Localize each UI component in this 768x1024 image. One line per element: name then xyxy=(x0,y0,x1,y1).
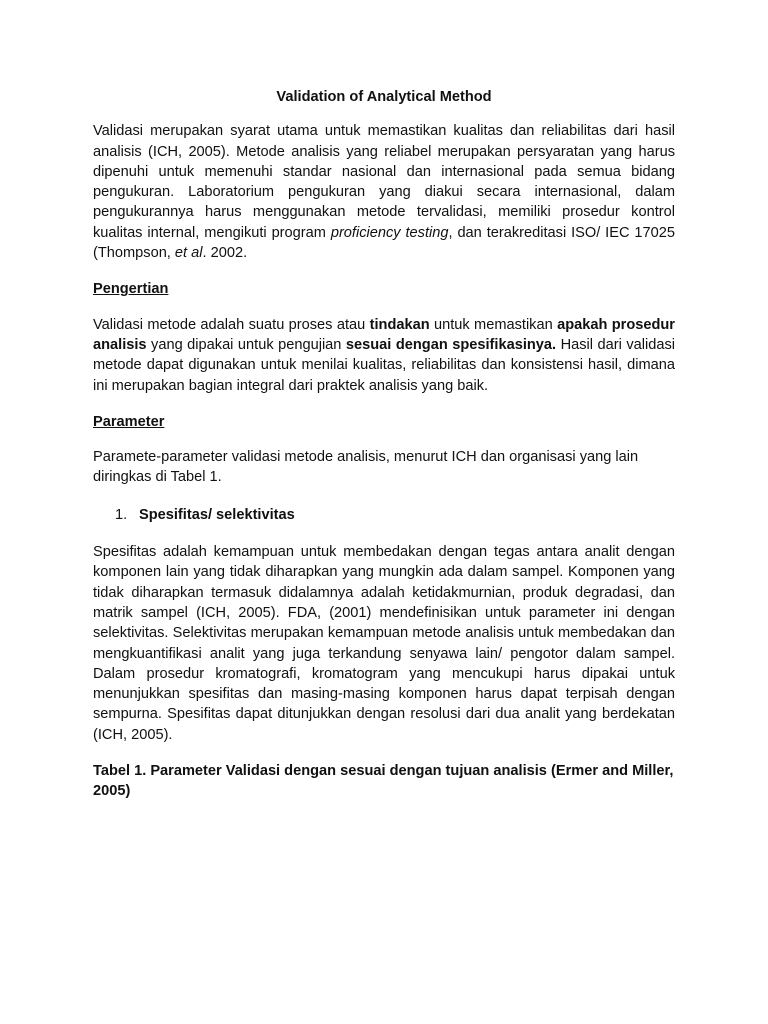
pengertian-bold-3: sesuai dengan spesifikasinya. xyxy=(345,336,557,353)
pengertian-bold-2: apakah prosedur analisis xyxy=(93,316,675,353)
intro-paragraph xyxy=(93,121,675,263)
pengertian-paragraph xyxy=(93,315,675,396)
intro-italic-2: et al xyxy=(174,245,203,262)
pengertian-text-4: Hasil dari validasi metode dapat digunakan untuk menilai kualitas, reliabilitas dan konsistensi hasil, dimana ini merupakan bagian integral dari praktek analisis yang baik. xyxy=(93,336,676,394)
pengertian-text-1: Validasi metode adalah suatu proses atau xyxy=(93,316,370,333)
document-title: Validation of Analytical Method xyxy=(276,89,492,105)
table-caption: Tabel 1. Parameter Validasi dengan sesuai dengan tujuan analisis (Ermer and Miller, 2005) xyxy=(93,763,674,800)
intro-italic-1: proficiency testing xyxy=(330,224,449,241)
pengertian-text-2: untuk memastikan xyxy=(429,316,558,333)
document-body xyxy=(93,87,675,802)
list-item xyxy=(93,505,675,525)
intro-text-3: . 2002. xyxy=(202,245,248,262)
intro-text-2: , dan terakreditasi ISO/ IEC 17025 (Thompson, xyxy=(93,224,675,262)
section-heading-pengertian: Pengertian xyxy=(93,281,169,298)
list-item-number: 1. xyxy=(115,506,128,523)
pengertian-bold-1: tindakan xyxy=(369,316,430,333)
intro-text-1: Validasi merupakan syarat utama untuk memastikan kualitas dan reliabilitas dari hasil analisis (ICH, 2005). Metode analisis yang reliabel merupakan persyaratan yang harus dipenuhi untuk memenuhi standar nasional dan internasional pada semua bidang pengukuran. Laboratorium pengukuran yang diakui secara internasional, dalam pengukurannya harus menggunakan metode tervalidasi, memiliki prosedur kontrol kualitas internal, mengikuti program xyxy=(93,123,675,241)
list-item-label: Spesifitas/ selektivitas xyxy=(139,506,295,523)
pengertian-text-3: yang dipakai untuk pengujian xyxy=(146,336,346,353)
spesifitas-paragraph: Spesifitas adalah kemampuan untuk membedakan dengan tegas antara analit dengan komponen lain yang tidak diharapkan yang mungkin ada dalam sampel. Komponen yang tidak diharapkan termasuk didalamnya adalah ketidakmurnian, produk degradasi, dan matrik sampel (ICH, 2005). FDA, (2001) mendefinisikan untuk parameter ini dengan selektivitas. Selektivitas merupakan kemampuan metode analisis untuk membedakan dan mengkuantifikasi analit yang juga terkandung senyawa lain/ pengotor dalam sampel. Dalam prosedur kromatografi, kromatogram yang mencukupi harus dipakai untuk menunjukkan spesifitas dan masing-masing komponen harus dapat terpisah dengan sempurna. Spesifitas dapat ditunjukkan dengan resolusi dari dua analit yang berdekatan (ICH, 2005). xyxy=(93,544,675,743)
section-heading-parameter: Parameter xyxy=(93,413,165,430)
parameter-paragraph: Paramete-parameter validasi metode analisis, menurut ICH dan organisasi yang lain diringkas di Tabel 1. xyxy=(93,449,639,486)
